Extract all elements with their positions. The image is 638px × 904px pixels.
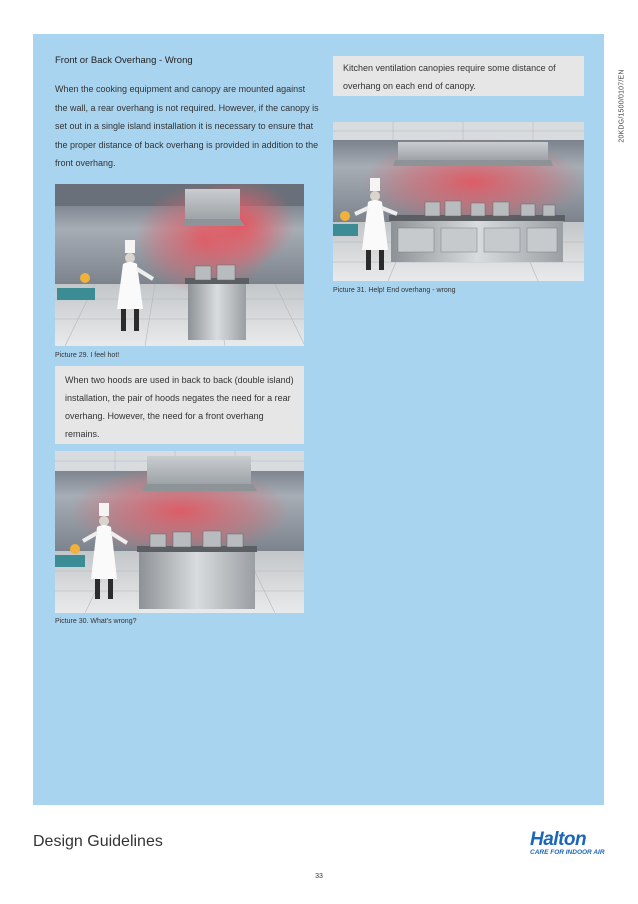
intro-paragraph: When the cooking equipment and canopy are mounted against the wall, a rear overhang is not required. However, if the canopy is set out in a single island installation it is necessary to ensure that the proper distance of back overhang is provided in addition to the front overhang. — [55, 84, 319, 168]
caption-picture-31: Picture 31. Help! End overhang - wrong — [333, 287, 456, 294]
logo-tagline: CARE FOR INDOOR AIR — [530, 849, 605, 856]
page-number: 33 — [315, 873, 323, 880]
footer-title: Design Guidelines — [33, 833, 163, 850]
illustration-feel-hot — [55, 184, 304, 346]
halton-logo — [528, 829, 610, 860]
note-box-double-island: When two hoods are used in back to back (double island) installation, the pair of hoods negates the need for a rear overhang. However, the need for a front overhang remains. — [55, 366, 304, 444]
document-code: 20KDG/1500/0107/EN — [618, 69, 626, 143]
illustration-end-overhang — [333, 122, 584, 281]
note-box-end-overhang: Kitchen ventilation canopies require some distance of overhang on each end of canopy. — [333, 56, 584, 96]
illustration-whats-wrong — [55, 451, 304, 613]
logo-wordmark: Halton — [530, 829, 587, 850]
section-heading: Front or Back Overhang - Wrong — [55, 55, 193, 66]
caption-picture-29: Picture 29. I feel hot! — [55, 352, 120, 359]
caption-picture-30: Picture 30. What's wrong? — [55, 618, 137, 625]
